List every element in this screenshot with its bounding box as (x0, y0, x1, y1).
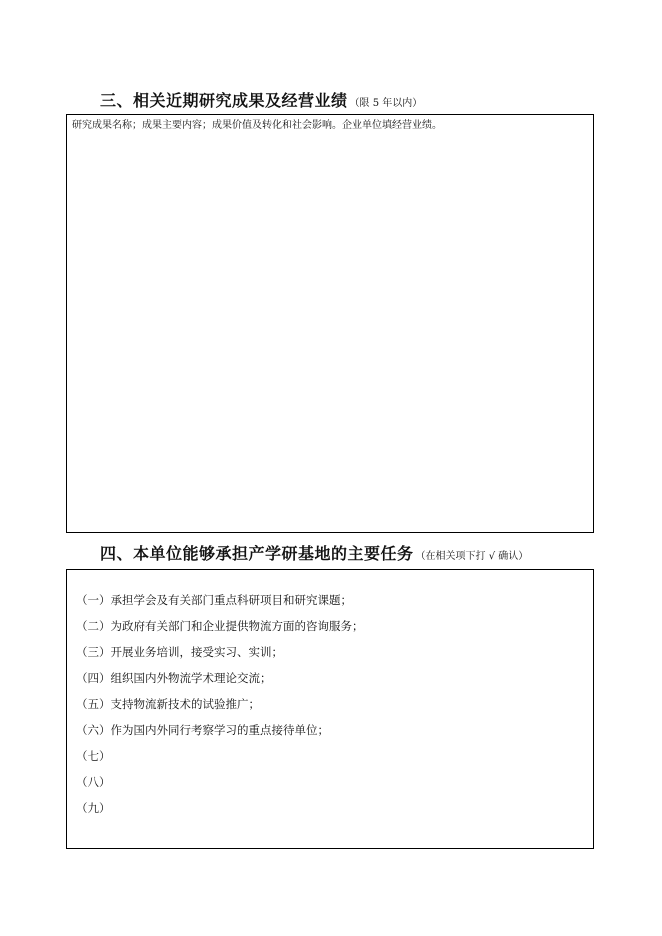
section3-title: 三、相关近期研究成果及经营业绩 (100, 91, 348, 110)
task-list (67, 570, 593, 826)
task-item-7[interactable]: （七） (76, 749, 111, 763)
tasks-box (66, 569, 594, 849)
section4-note: （在相关项下打 √ 确认） (415, 551, 529, 562)
task-item-2[interactable]: （二）为政府有关部门和企业提供物流方面的咨询服务； (76, 619, 364, 633)
section4-title: 四、本单位能够承担产学研基地的主要任务 (100, 544, 414, 563)
task-item-5[interactable]: （五）支持物流新技术的试验推广； (76, 697, 260, 711)
section4-heading (100, 541, 528, 564)
task-item-9[interactable]: （九） (76, 801, 111, 815)
task-item-8[interactable]: （八） (76, 775, 111, 789)
task-item-3[interactable]: （三）开展业务培训，接受实习、实训； (76, 645, 283, 659)
task-item-6[interactable]: （六）作为国内外同行考察学习的重点接待单位； (76, 723, 329, 737)
task-item-4[interactable]: （四）组织国内外物流学术理论交流； (76, 671, 272, 685)
research-results-hint: 研究成果名称；成果主要内容；成果价值及转化和社会影响。企业单位填经营业绩。 (72, 120, 442, 131)
research-results-field[interactable] (66, 114, 594, 533)
section3-note: （限 5 年以内） (349, 98, 423, 109)
task-item-1[interactable]: （一）承担学会及有关部门重点科研项目和研究课题； (76, 593, 352, 607)
section3-heading (100, 88, 422, 111)
